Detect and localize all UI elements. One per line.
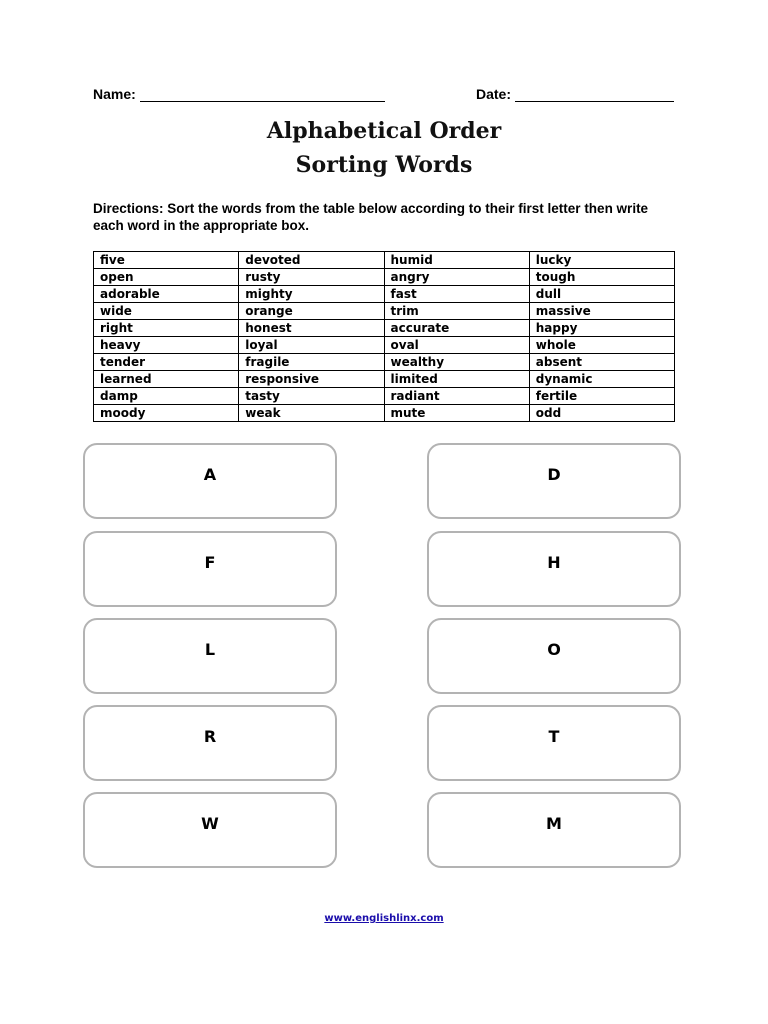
table-cell: tasty (239, 388, 384, 405)
table-row (94, 252, 675, 269)
date-field (476, 86, 674, 102)
letter-box-label: F (204, 553, 216, 572)
table-row (94, 405, 675, 422)
table-cell: fertile (529, 388, 674, 405)
letter-box-label: D (547, 465, 561, 484)
table-cell: right (94, 320, 239, 337)
letter-box-label: H (547, 553, 561, 572)
table-cell: five (94, 252, 239, 269)
table-cell: moody (94, 405, 239, 422)
table-row (94, 320, 675, 337)
table-cell: wealthy (384, 354, 529, 371)
worksheet-title: Alphabetical Order (266, 118, 502, 144)
table-cell: mute (384, 405, 529, 422)
table-row (94, 303, 675, 320)
table-cell: absent (529, 354, 674, 371)
table-row (94, 269, 675, 286)
table-cell: mighty (239, 286, 384, 303)
letter-box-t[interactable] (427, 705, 681, 781)
word-table (93, 251, 675, 422)
letter-box-d[interactable] (427, 443, 681, 519)
table-cell: tough (529, 269, 674, 286)
table-cell: radiant (384, 388, 529, 405)
table-cell: damp (94, 388, 239, 405)
letter-box-label: A (203, 465, 217, 484)
table-cell: trim (384, 303, 529, 320)
table-cell: devoted (239, 252, 384, 269)
footer (0, 913, 768, 924)
letter-box-l[interactable] (83, 618, 337, 694)
table-cell: whole (529, 337, 674, 354)
table-cell: limited (384, 371, 529, 388)
table-cell: responsive (239, 371, 384, 388)
letter-box-o[interactable] (427, 618, 681, 694)
name-blank-line[interactable] (140, 86, 385, 102)
table-cell: lucky (529, 252, 674, 269)
table-row (94, 388, 675, 405)
table-cell: oval (384, 337, 529, 354)
website-link[interactable]: www.englishlinx.com (324, 913, 444, 924)
table-cell: tender (94, 354, 239, 371)
table-cell: loyal (239, 337, 384, 354)
table-cell: heavy (94, 337, 239, 354)
name-field (93, 86, 385, 102)
table-row (94, 337, 675, 354)
table-cell: open (94, 269, 239, 286)
table-cell: orange (239, 303, 384, 320)
table-cell: massive (529, 303, 674, 320)
letter-box-label: T (548, 727, 560, 746)
letter-box-label: M (546, 814, 562, 833)
table-cell: wide (94, 303, 239, 320)
table-cell: learned (94, 371, 239, 388)
table-cell: dull (529, 286, 674, 303)
table-cell: adorable (94, 286, 239, 303)
table-cell: fragile (239, 354, 384, 371)
letter-box-label: O (547, 640, 561, 659)
table-cell: humid (384, 252, 529, 269)
letter-box-label: L (204, 640, 216, 659)
worksheet-subtitle: Sorting Words (295, 152, 473, 178)
table-cell: odd (529, 405, 674, 422)
table-cell: dynamic (529, 371, 674, 388)
letter-box-label: W (201, 814, 219, 833)
table-cell: angry (384, 269, 529, 286)
table-cell: accurate (384, 320, 529, 337)
table-cell: happy (529, 320, 674, 337)
letter-box-f[interactable] (83, 531, 337, 607)
letter-box-m[interactable] (427, 792, 681, 868)
table-row (94, 354, 675, 371)
date-label: Date: (476, 86, 512, 102)
letter-box-w[interactable] (83, 792, 337, 868)
name-label: Name: (93, 86, 136, 102)
table-row (94, 286, 675, 303)
letter-box-label: R (203, 727, 217, 746)
letter-box-r[interactable] (83, 705, 337, 781)
table-cell: rusty (239, 269, 384, 286)
letter-box-a[interactable] (83, 443, 337, 519)
table-cell: weak (239, 405, 384, 422)
directions-text: Directions: Sort the words from the table below according to their first letter then write each word in the appropriate box. (93, 201, 649, 233)
table-cell: honest (239, 320, 384, 337)
letter-box-h[interactable] (427, 531, 681, 607)
date-blank-line[interactable] (515, 86, 674, 102)
table-cell: fast (384, 286, 529, 303)
table-row (94, 371, 675, 388)
